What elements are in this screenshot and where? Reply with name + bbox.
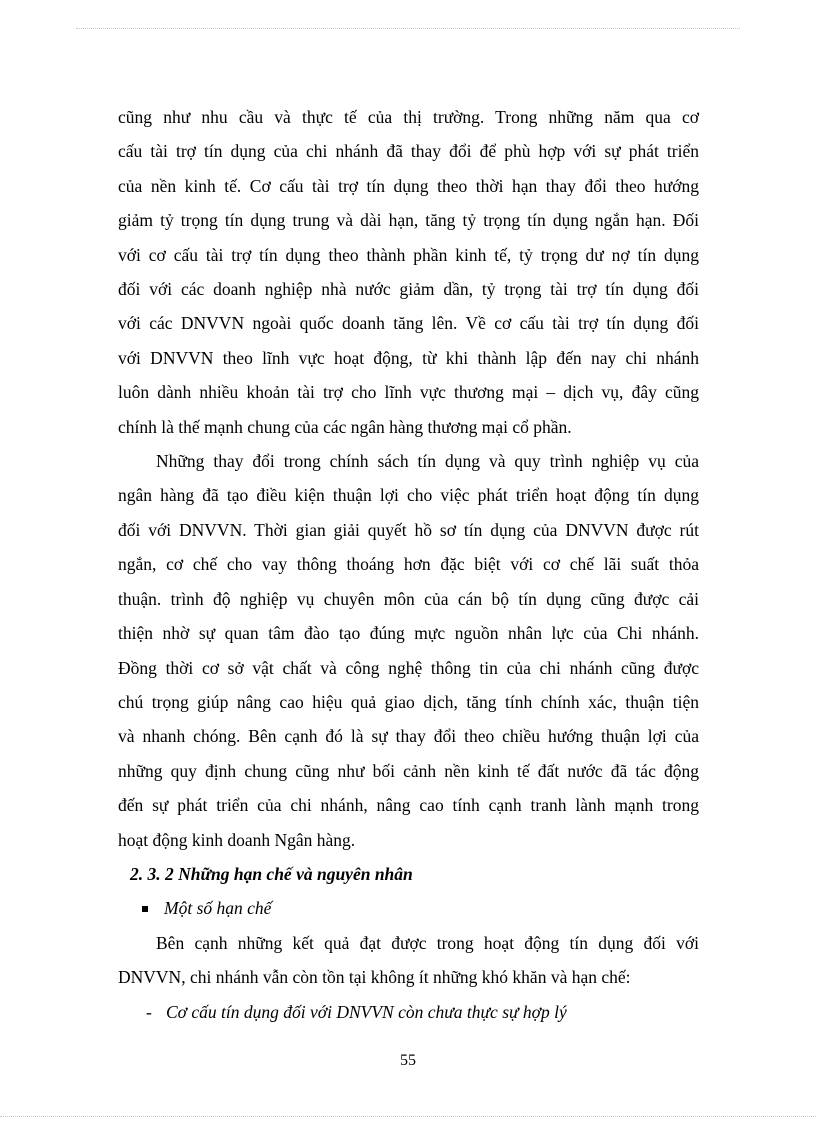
text-line: DNVVN, chi nhánh vẫn còn tồn tại không ít những khó khăn và hạn chế:	[118, 967, 631, 988]
text-line: của nền kinh tế. Cơ cấu tài trợ tín dụng theo thời hạn thay đổi theo hướng	[118, 175, 699, 196]
text-line: đối với các doanh nghiệp nhà nước giảm dần, tỷ trọng tài trợ tín dụng đối	[118, 279, 699, 300]
dash-list-item	[118, 995, 699, 1029]
bullet-heading	[118, 891, 699, 925]
text-line: chính là thế mạnh chung của các ngân hàng thương mại cổ phần.	[118, 416, 572, 437]
text-line: ngắn, cơ chế cho vay thông thoáng hơn đặc biệt với cơ chế lãi suất thỏa	[118, 554, 699, 575]
dash-bullet: -	[146, 1001, 152, 1022]
text-line: thiện nhờ sự quan tâm đào tạo đúng mực nguồn nhân lực của Chi nhánh.	[118, 623, 699, 644]
section-heading: 2. 3. 2 Những hạn chế và nguyên nhân	[130, 863, 413, 884]
page-content	[118, 100, 699, 1029]
text-line: chú trọng giúp nâng cao hiệu quả giao dịch, tăng tính chính xác, thuận tiện	[118, 691, 699, 712]
text-line: những quy định chung cũng như bối cảnh nền kinh tế đất nước đã tác động	[118, 760, 699, 781]
paragraph-limitations-intro	[118, 926, 699, 995]
paragraph-credit-structure	[118, 100, 699, 444]
text-line: hoạt động kinh doanh Ngân hàng.	[118, 829, 356, 850]
text-line: luôn dành nhiều khoản tài trợ cho lĩnh vực thương mại – dịch vụ, đây cũng	[118, 382, 699, 403]
bullet-heading-text: Một số hạn chế	[164, 898, 272, 919]
text-line: Những thay đổi trong chính sách tín dụng và quy trình nghiệp vụ của	[156, 451, 699, 472]
text-line: cấu tài trợ tín dụng của chi nhánh đã thay đổi để phù hợp với sự phát triển	[118, 141, 699, 162]
text-line: ngân hàng đã tạo điều kiện thuận lợi cho việc phát triển hoạt động tín dụng	[118, 485, 699, 506]
text-line: đối với DNVVN. Thời gian giải quyết hồ sơ tín dụng của DNVVN được rút	[118, 519, 699, 540]
text-line: với cơ cấu tài trợ tín dụng theo thành phần kinh tế, tỷ trọng dư nợ tín dụng	[118, 244, 699, 265]
dash-list-item-text: Cơ cấu tín dụng đối với DNVVN còn chưa thực sự hợp lý	[166, 1001, 567, 1022]
square-bullet-icon	[142, 906, 148, 912]
text-line: với các DNVVN ngoài quốc doanh tăng lên. Về cơ cấu tài trợ tín dụng đối	[118, 313, 699, 334]
text-line: Đồng thời cơ sở vật chất và công nghệ thông tin của chi nhánh cũng được	[118, 657, 699, 678]
text-line: với DNVVN theo lĩnh vực hoạt động, từ khi thành lập đến nay chi nhánh	[118, 347, 699, 368]
text-line: Bên cạnh những kết quả đạt được trong hoạt động tín dụng đối với	[156, 932, 699, 953]
text-line: đến sự phát triển của chi nhánh, nâng cao tính cạnh tranh lành mạnh trong	[118, 795, 699, 816]
text-line: và nhanh chóng. Bên cạnh đó là sự thay đổi theo chiều hướng thuận lợi của	[118, 726, 699, 747]
page-top-border	[76, 28, 740, 29]
page-bottom-border	[0, 1116, 816, 1117]
text-line: thuận. trình độ nghiệp vụ chuyên môn của cán bộ tín dụng cũng được cải	[118, 588, 699, 609]
text-line: cũng như nhu cầu và thực tế của thị trường. Trong những năm qua cơ	[118, 107, 699, 127]
paragraph-policy-changes	[118, 444, 699, 857]
page-number: 55	[400, 1052, 416, 1069]
text-line: giảm tỷ trọng tín dụng trung và dài hạn, tăng tỷ trọng tín dụng ngắn hạn. Đối	[118, 210, 699, 231]
